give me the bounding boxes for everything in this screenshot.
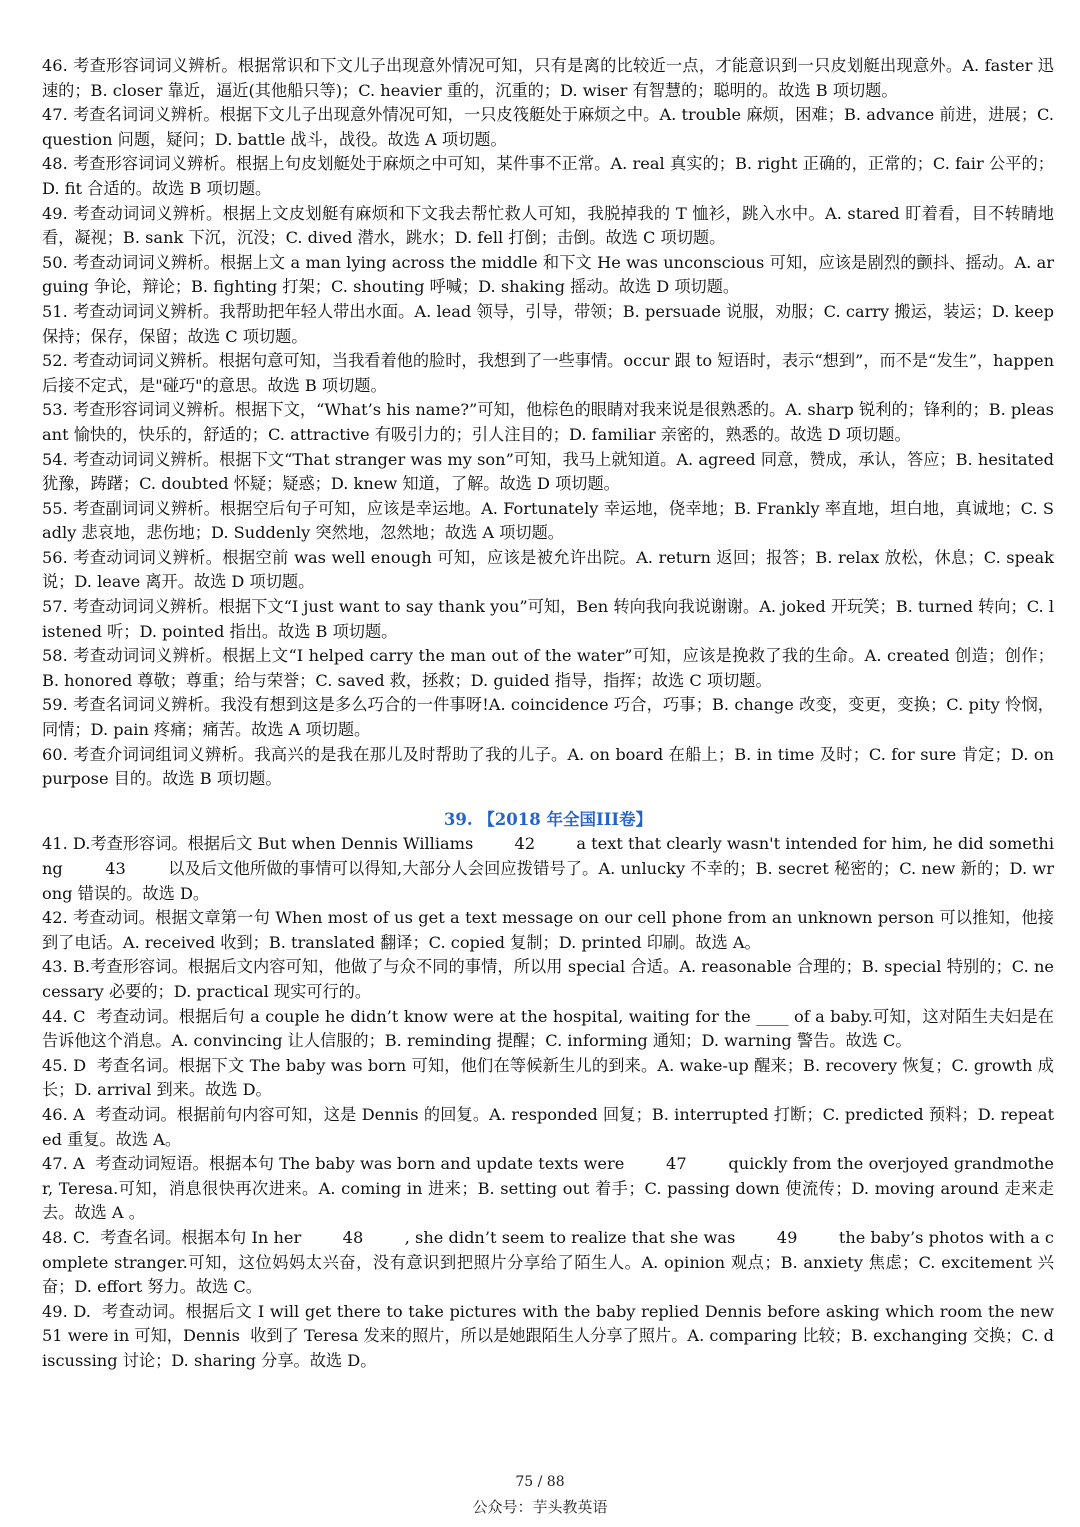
answer-explanations-part-b: [42, 832, 1060, 1373]
explanation-paragraph: 56. 考查动词词义辨析。根据空前 was well enough 可知，应该是被允许出院。A. return 返回；报答；B. relax 放松，休息；C. speak 说；D. leave 离开。故选 D 项切题。: [42, 547, 1060, 592]
document-page: [42, 54, 1060, 1373]
footer-source: 公众号：芋头教英语: [472, 1498, 608, 1516]
explanation-paragraph: 57. 考查动词词义辨析。根据下文“I just want to say thank you”可知，Ben 转向我向我说谢谢。A. joked 开玩笑；B. turned 转向；C. listened 听；D. pointed 指出。故选 B 项切题。: [42, 597, 1054, 641]
explanation-paragraph: 42. 考查动词。根据文章第一句 When most of us get a text message on our cell phone from an unknown person 可以推知，他接到了电话。A. received 收到；B. translated 翻译；C. copied 复制；D. printed 印刷。故选 A。: [42, 908, 1054, 952]
explanation-paragraph: 49. D. 考查动词。根据后文 I will get there to take pictures with the baby replied Dennis before asking which room the new 51 were in 可知，Dennis 收到了 Teresa 发来的照片，所以是她跟陌生人分享了照片。A. comparing 比较；B. exchanging 交换；C. discussing 讨论；D. sharing 分享。故选 D。: [42, 1301, 1060, 1370]
explanation-paragraph: 46. 考查形容词词义辨析。根据常识和下文儿子出现意外情况可知，只有是离的比较近一点，才能意识到一只皮划艇出现意外。A. faster 迅速的；B. closer 靠近，逼近(其他船只等)；C. heavier 重的，沉重的；D. wiser 有智慧的；聪明的。故选 B 项切题。: [42, 56, 1054, 100]
explanation-paragraph: 60. 考查介词词组词义辨析。我高兴的是我在那儿及时帮助了我的儿子。A. on board 在船上；B. in time 及时；C. for sure 肯定；D. on purpose 目的。故选 B 项切题。: [42, 744, 1060, 789]
explanation-paragraph: 41. D.考查形容词。根据后文 But when Dennis Williams 42 a text that clearly wasn't intended for him, he did something 43 以及后文他所做的事情可以得知,大部分人会回应拨错号了。A. unlucky 不幸的；B. secret 秘密的；C. new 新的；D. wrong 错误的。故选 D。: [42, 834, 1054, 903]
explanation-paragraph: 45. D 考查名词。根据下文 The baby was born 可知，他们在等候新生儿的到来。A. wake-up 醒来；B. recovery 恢复；C. growth 成长；D. arrival 到来。故选 D。: [42, 1055, 1054, 1100]
explanation-paragraph: 47. 考查名词词义辨析。根据下文儿子出现意外情况可知，一只皮筏艇处于麻烦之中。A. trouble 麻烦，困难；B. advance 前进，进展；C. question 问题，疑问；D. battle 战斗，战役。故选 A 项切题。: [42, 105, 1060, 149]
explanation-paragraph: 59. 考查名词词义辨析。我没有想到这是多么巧合的一件事呀!A. coincidence 巧合，巧事；B. change 改变，变更，变换；C. pity 怜悯，同情；D. pain 疼痛；痛苦。故选 A 项切题。: [42, 695, 1054, 740]
section-title: 39. 【2018 年全国III卷】: [443, 809, 653, 829]
explanation-paragraph: 51. 考查动词词义辨析。我帮助把年轻人带出水面。A. lead 领导，引导，带领；B. persuade 说服，劝服；C. carry 搬运，装运；D. keep 保持；保存，保留；故选 C 项切题。: [42, 301, 1060, 346]
explanation-paragraph: 52. 考查动词词义辨析。根据句意可知，当我看着他的脸时，我想到了一些事情。occur 跟 to 短语时，表示“想到”，而不是“发生”，happen 后接不定式，是"碰巧"的意思。故选 B 项切题。: [42, 351, 1060, 395]
explanation-paragraph: 55. 考查副词词义辨析。根据空后句子可知，应该是幸运地。A. Fortunately 幸运地，侥幸地；B. Frankly 率直地，坦白地，真诚地；C. Sadly 悲哀地，悲伤地；D. Suddenly 突然地，忽然地；故选 A 项切题。: [42, 498, 1054, 543]
explanation-paragraph: 49. 考查动词词义辨析。根据上文皮划艇有麻烦和下文我去帮忙救人可知，我脱掉我的 T 恤衫，跳入水中。A. stared 盯着看，目不转睛地看，凝视；B. sank 下沉，沉没；C. dived 潜水，跳水；D. fell 打倒；击倒。故选 C 项切题。: [42, 203, 1054, 248]
explanation-paragraph: 54. 考查动词词义辨析。根据下文“That stranger was my son”可知，我马上就知道。A. agreed 同意，赞成，承认，答应；B. hesitated 犹豫，踌躇；C. doubted 怀疑；疑惑；D. knew 知道，了解。故选 D 项切题。: [42, 449, 1060, 494]
explanation-paragraph: 48. C. 考查名词。根据本句 In her 48 , she didn’t seem to realize that she was 49 the baby’s photos with a complete stranger.可知，这位妈妈太兴奋，没有意识到把照片分享给了陌生人。A. opinion 观点；B. anxiety 焦虑；C. excitement 兴奋；D. effort 努力。故选 C。: [42, 1227, 1054, 1297]
explanation-paragraph: 46. A 考查动词。根据前句内容可知，这是 Dennis 的回复。A. responded 回复；B. interrupted 打断；C. predicted 预料；D. repeated 重复。故选 A。: [42, 1104, 1054, 1149]
explanation-paragraph: 53. 考查形容词词义辨析。根据下文，“What’s his name?”可知，他棕色的眼睛对我来说是很熟悉的。A. sharp 锐利的；锋利的；B. pleasant 愉快的，快乐的，舒适的；C. attractive 有吸引力的；引人注目的；D. familiar 亲密的，熟悉的。故选 D 项切题。: [42, 400, 1054, 444]
explanation-paragraph: 47. A 考查动词短语。根据本句 The baby was born and update texts were 47 quickly from the overjoyed grandmother, Teresa.可知，消息很快再次进来。A. coming in 进来；B. setting out 着手；C. passing down 使流传；D. moving around 走来走去。故选 A 。: [42, 1154, 1054, 1223]
explanation-paragraph: 48. 考查形容词词义辨析。根据上句皮划艇处于麻烦之中可知，某件事不正常。A. real 真实的；B. right 正确的，正常的；C. fair 公平的；D. fit 合适的。故选 B 项切题。: [42, 154, 1054, 198]
explanation-paragraph: 50. 考查动词词义辨析。根据上文 a man lying across the middle 和下文 He was unconscious 可知，应该是剧烈的颤抖、摇动。A. arguing 争论，辩论；B. fighting 打架；C. shouting 呼喊；D. shaking 摇动。故选 D 项切题。: [42, 252, 1054, 297]
explanation-paragraph: 44. C 考查动词。根据后句 a couple he didn’t know were at the hospital, waiting for the ____ of a baby.可知，这对陌生夫妇是在告诉他这个消息。A. convincing 让人信服的；B. reminding 提醒；C. informing 通知；D. warning 警告。故选 C。: [42, 1006, 1054, 1051]
answer-explanations-part-a: [42, 54, 1060, 792]
explanation-paragraph: 58. 考查动词词义辨析。根据上文“I helped carry the man out of the water”可知，应该是挽救了我的生命。A. created 创造；创作；B. honored 尊敬；尊重；给与荣誉；C. saved 救，拯救；D. guided 指导，指挥；故选 C 项切题。: [42, 646, 1054, 690]
page-number: 75 / 88: [515, 1474, 565, 1490]
explanation-paragraph: 43. B.考查形容词。根据后文内容可知，他做了与众不同的事情，所以用 special 合适。A. reasonable 合理的；B. special 特别的；C. necessary 必要的；D. practical 现实可行的。: [42, 957, 1054, 1001]
